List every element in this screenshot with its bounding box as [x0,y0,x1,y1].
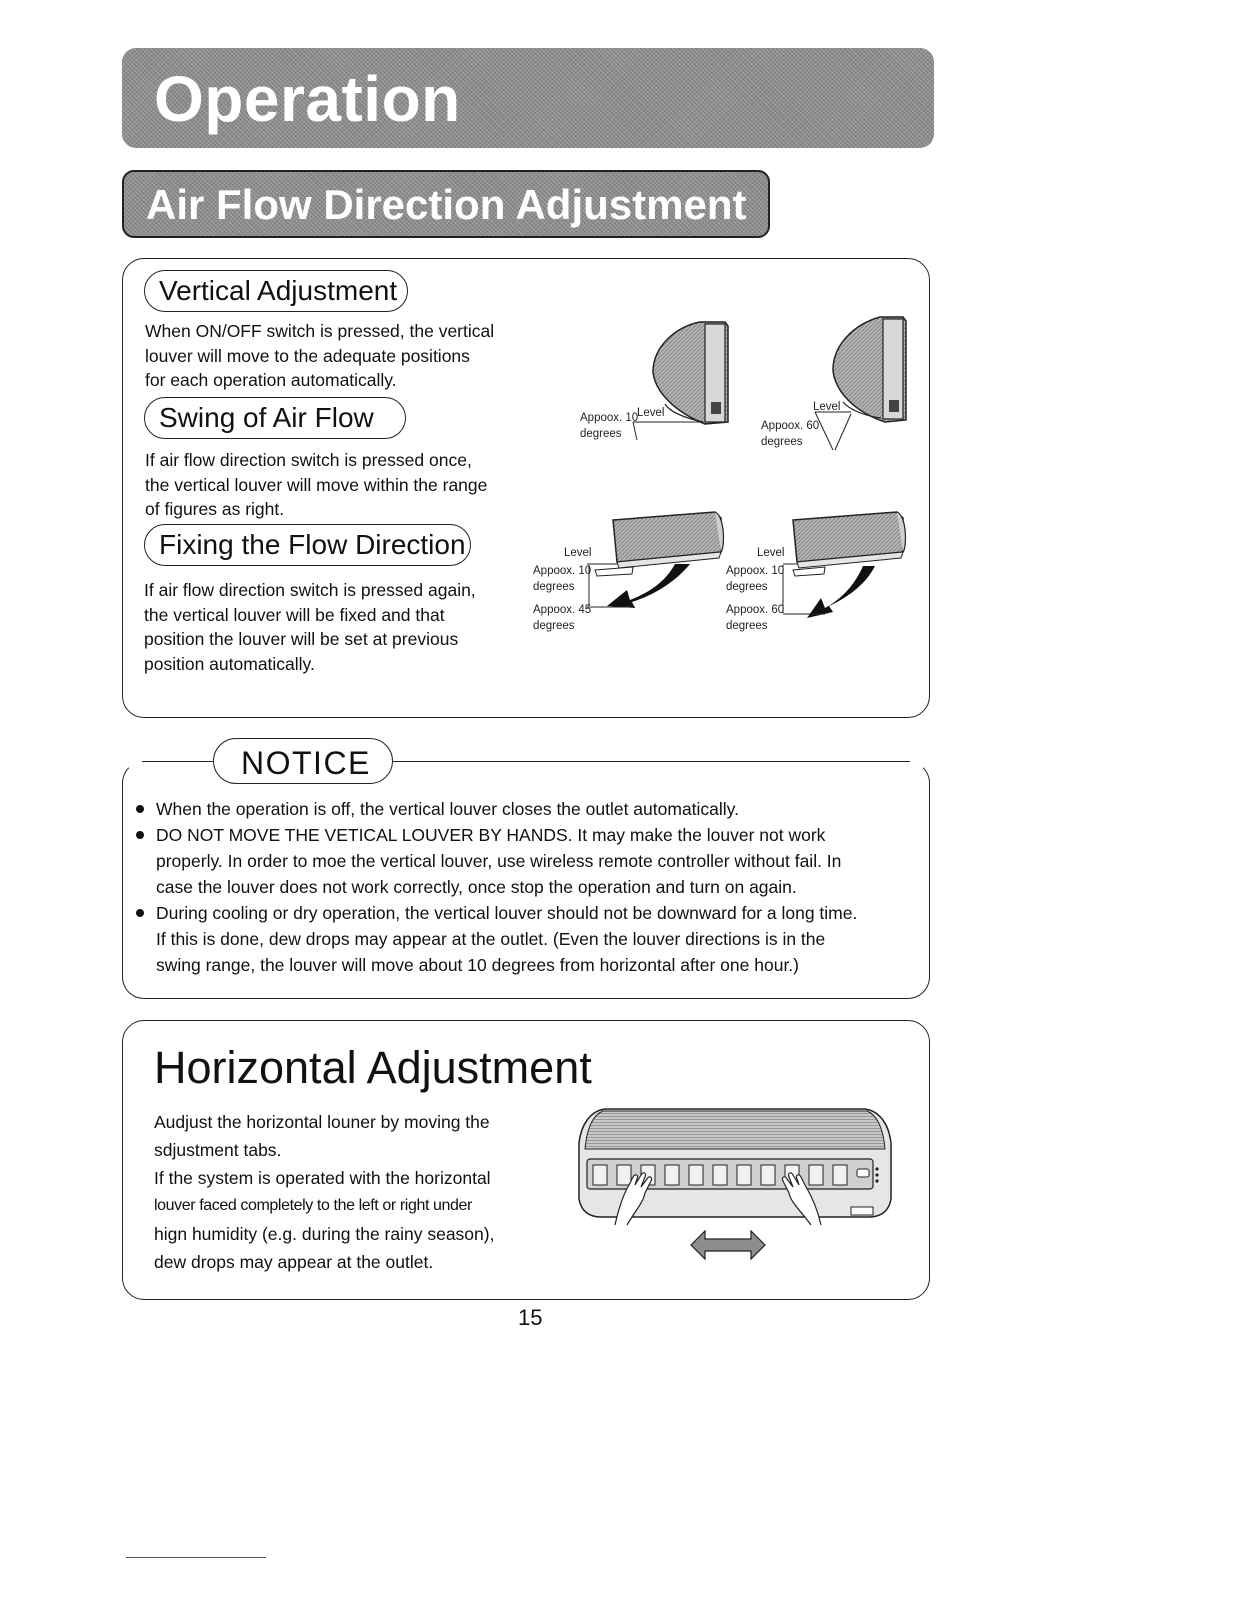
text-line: Audjust the horizontal louner by moving the [154,1112,490,1132]
text-line: position the louver will be set at previous [144,629,459,649]
swing-title: Swing of Air Flow [159,402,374,433]
horizontal-adjustment-text [154,1108,494,1276]
side-view-60-figure [815,317,906,450]
degrees-label: degrees [533,581,575,593]
side-view-10-figure [633,322,728,440]
text-line: case the louver does not work correctly, once stop the operation and turn on again. [156,877,797,897]
angle-label: Appoox. 10 [726,565,785,577]
page-header-banner [122,48,934,148]
level-label: Level [813,401,841,413]
notice-border-right [392,761,910,762]
vertical-adjustment-heading [144,270,408,312]
text-line: properly. In order to moe the vertical louver, use wireless remote controller without fail. In [156,851,842,871]
page-title: Operation [154,63,461,135]
front-view-10-60-figure [783,512,905,618]
text-line: When ON/OFF switch is pressed, the vertical [145,321,495,341]
degrees-label: degrees [726,581,768,593]
level-label: Level [564,547,592,559]
left-right-arrow-icon [691,1231,765,1259]
level-label: Level [757,547,785,559]
louver-angle-figures [525,312,920,642]
horizontal-adjustment-title: Horizontal Adjustment [154,1042,592,1093]
degrees-label: degrees [761,436,803,448]
text-line: If the system is operated with the horizontal [154,1168,491,1188]
angle-label: Appoox. 10 [533,565,592,577]
text-line: the vertical louver will be fixed and that [144,604,445,625]
text-line: for each operation automatically. [145,370,397,390]
text-line: If air flow direction switch is pressed again, [144,580,476,600]
text-line: During cooling or dry operation, the vertical louver should not be downward for a long time. [156,903,858,923]
fixing-heading [144,524,471,566]
text-line: If air flow direction switch is pressed once, [145,450,472,470]
front-view-10-45-figure [587,512,723,608]
text-line: swing range, the louver will move about 10 degrees from horizontal after one hour.) [156,955,799,975]
notice-item [132,796,912,822]
angle-label: Appoox. 45 [533,604,592,616]
page-number: 15 [518,1305,543,1330]
level-label: Level [637,407,665,419]
text-line: If this is done, dew drops may appear at the outlet. (Even the louver directions is in the [156,929,826,949]
text-line: sdjustment tabs. [154,1140,282,1160]
footer-rule [126,1557,266,1558]
text-line: dew drops may appear at the outlet. [154,1252,434,1272]
section-title: Air Flow Direction Adjustment [146,181,747,228]
section-banner [122,170,770,238]
text-line: louver will move to the adequate positions [145,345,470,366]
degrees-label: degrees [533,620,575,632]
vertical-adjustment-text [145,319,494,393]
angle-label: Appoox. 60 [726,604,785,616]
angle-label: Appoox. 10 [580,412,639,424]
swing-text [145,448,487,522]
notice-list [132,796,912,978]
angle-label: Appoox. 60 [761,420,820,432]
notice-title: NOTICE [241,745,371,781]
text-line: DO NOT MOVE THE VETICAL LOUVER BY HANDS. It may make the louver not work [156,825,826,845]
fixing-title: Fixing the Flow Direction [159,529,466,560]
notice-border-left [142,761,214,762]
text-line: louver faced completely to the left or right under [154,1197,472,1214]
swing-heading [144,397,406,439]
text-line: When the operation is off, the vertical louver closes the outlet automatically. [156,799,739,819]
notice-item [132,822,912,900]
degrees-label: degrees [726,620,768,632]
text-line: of figures as right. [145,499,285,519]
horizontal-louver-figure [575,1103,895,1265]
vertical-adjustment-title: Vertical Adjustment [159,275,398,306]
text-line: hign humidity (e.g. during the rainy season), [154,1224,495,1244]
text-line: the vertical louver will move within the range [145,474,488,495]
notice-item [132,900,912,978]
degrees-label: degrees [580,428,622,440]
fixing-text [144,578,476,676]
text-line: position automatically. [144,653,315,674]
notice-heading [213,738,393,784]
